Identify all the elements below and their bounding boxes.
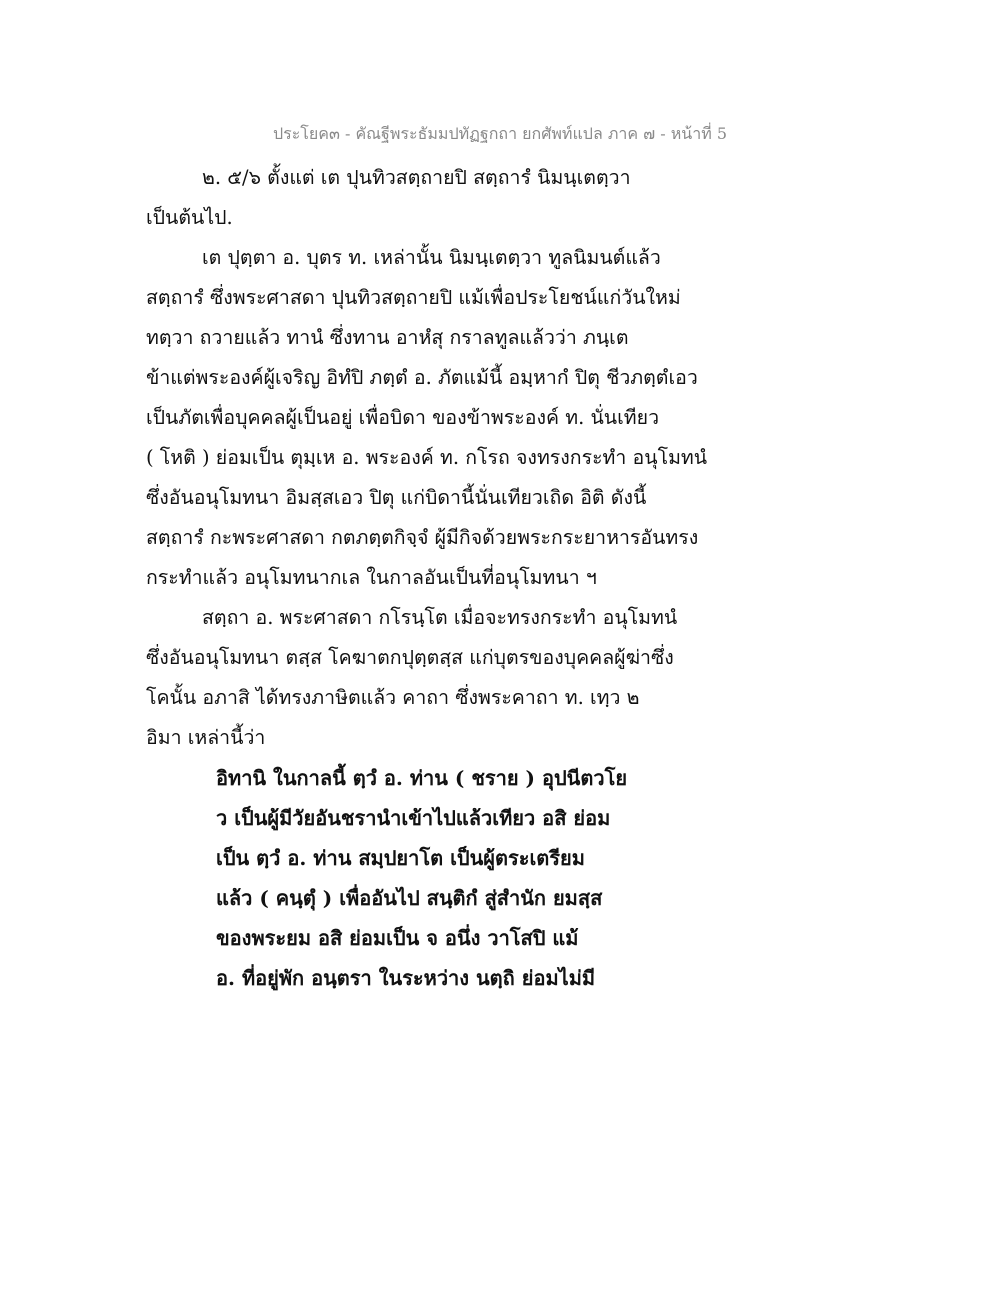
text-line: เป็นต้นไป. (146, 206, 233, 229)
verse-line: อ. ที่อยู่พัก อนฺตรา ในระหว่าง นตฺถิ ย่อมไม่มี (216, 966, 596, 990)
verse-line: เป็น ตฺวํ อ. ท่าน สมฺปยาโต เป็นผู้ตระเตรียม (216, 846, 585, 870)
verse-line: แล้ว ( คนฺตุํ ) เพื่ออันไป สนฺติกํ สู่สำนัก ยมสฺส (216, 886, 603, 910)
text-line: กระทำแล้ว อนุโมทนากเล ในกาลอันเป็นที่อนุโมทนา ฯ (146, 566, 597, 589)
text-line: เป็นภัตเพื่อบุคคลผู้เป็นอยู่ เพื่อบิดา ของข้าพระองค์ ท. นั่นเทียว (146, 406, 660, 429)
paragraph-3 (146, 598, 746, 758)
verse-line: อิทานิ ในกาลนี้ ตฺวํ อ. ท่าน ( ชราย ) อุปนีตวโย (216, 766, 628, 790)
text-line: ซึ่งอันอนุโมทนา อิมสฺสเอว ปิตุ แก่บิดานี้นั่นเทียวเถิด อิติ ดังนี้ (146, 486, 647, 509)
text-line: สตฺถา อ. พระศาสดา กโรนฺโต เมื่อจะทรงกระทำ อนุโมทนํ (202, 606, 678, 629)
text-line: สตฺถารํ ซึ่งพระศาสดา ปุนทิวสตฺถายปิ แม้เพื่อประโยชน์แก่วันใหม่ (146, 286, 681, 309)
body-text (146, 158, 746, 998)
text-line: ข้าแต่พระองค์ผู้เจริญ อิทํปิ ภตฺตํ อ. ภัตแม้นี้ อมฺหากํ ปิตุ ชีวภตฺตํเอว (146, 366, 698, 389)
paragraph-1 (146, 158, 746, 238)
text-line: สตฺถารํ กะพระศาสดา กตภตฺตกิจฺจํ ผู้มีกิจด้วยพระกระยาหารอันทรง (146, 526, 699, 549)
page-header: ประโยค๓ - คัณฐีพระธัมมปทัฏฐกถา ยกศัพท์แปล ภาค ๗ - หน้าที่ 5 (272, 124, 728, 143)
text-line: โคนั้น อภาสิ ได้ทรงภาษิตแล้ว คาถา ซึ่งพระคาถา ท. เทฺว ๒ (146, 686, 640, 709)
verse-line: ของพระยม อสิ ย่อมเป็น จ อนึ่ง วาโสปิ แม้ (216, 926, 579, 950)
verse-block (146, 758, 746, 998)
text-line: ๒. ๕/๖ ตั้งแต่ เต ปุนทิวสตฺถายปิ สตฺถารํ นิมนฺเตตฺวา (202, 166, 631, 189)
verse-line: ว เป็นผู้มีวัยอันชรานำเข้าไปแล้วเทียว อสิ ย่อม (216, 806, 611, 830)
text-line: ซึ่งอันอนุโมทนา ตสฺส โคฆาตกปุตฺตสฺส แก่บุตรของบุคคลผู้ฆ่าซึ่ง (146, 646, 674, 669)
text-line: ( โหติ ) ย่อมเป็น ตุมฺเห อ. พระองค์ ท. กโรถ จงทรงกระทำ อนุโมทนํ (146, 446, 708, 469)
text-line: อิมา เหล่านี้ว่า (146, 726, 266, 749)
paragraph-2 (146, 238, 746, 598)
text-line: เต ปุตฺตา อ. บุตร ท. เหล่านั้น นิมนฺเตตฺวา ทูลนิมนต์แล้ว (202, 246, 661, 269)
text-line: ทตฺวา ถวายแล้ว ทานํ ซึ่งทาน อาหํสุ กราลทูลแล้วว่า ภนฺเต (146, 326, 629, 349)
